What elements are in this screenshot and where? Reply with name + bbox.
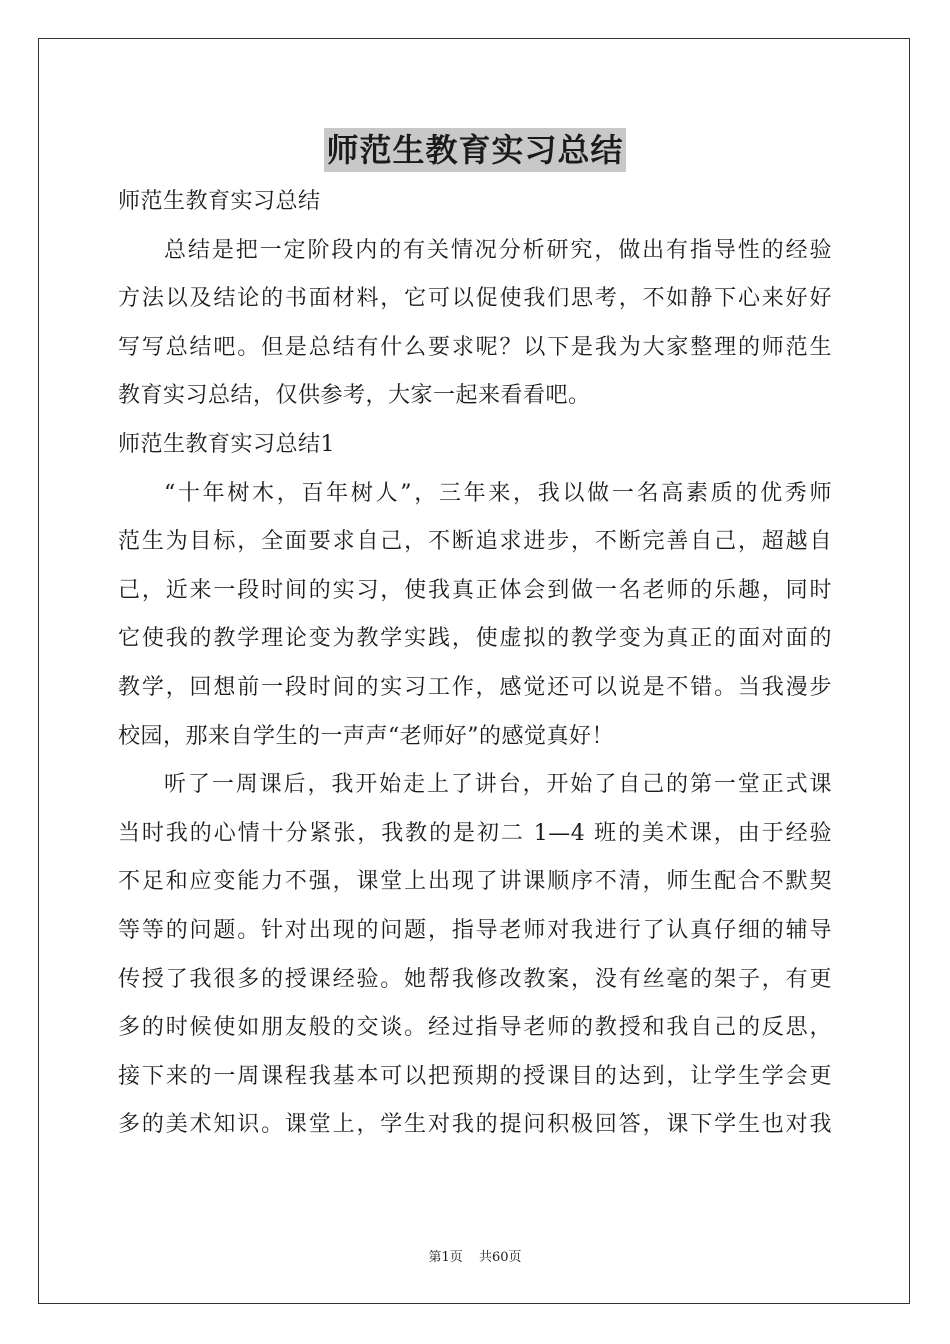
text-line: 总结是把一定阶段内的有关情况分析研究，做出有指导性的经验 [164, 237, 832, 263]
body-paragraph-1 [118, 470, 832, 762]
document-title: 师范生教育实习总结 [324, 128, 625, 172]
page-total: 共60页 [478, 1250, 522, 1265]
text-line: 它使我的教学理论变为教学实践，使虚拟的教学变为真正的面对面的 [118, 626, 832, 652]
text-line: 不足和应变能力不强，课堂上出现了讲课顺序不清，师生配合不默契 [118, 869, 832, 895]
text-line: 校园，那来自学生的一声声“老师好”的感觉真好！ [118, 723, 614, 749]
text-line: 等等的问题。针对出现的问题，指导老师对我进行了认真仔细的辅导 [118, 917, 832, 943]
text-line: 听了一周课后，我开始走上了讲台，开始了自己的第一堂正式课 [164, 772, 832, 798]
text-line: 写写总结吧。但是总结有什么要求呢？以下是我为大家整理的师范生 [118, 334, 832, 360]
intro-paragraph [118, 227, 832, 421]
text-line: 范生为目标，全面要求自己，不断追求进步，不断完善自己，超越自 [118, 529, 832, 555]
body-paragraph-2 [118, 761, 832, 1150]
text-line: 接下来的一周课程我基本可以把预期的授课目的达到，让学生学会更 [118, 1063, 832, 1089]
document-subtitle: 师范生教育实习总结 [118, 189, 321, 214]
text-line: 教育实习总结，仅供参考，大家一起来看看吧。 [118, 383, 591, 409]
document-body [118, 178, 832, 1150]
text-line: 当时我的心情十分紧张，我教的是初二 1—4 班的美术课，由于经验 [118, 820, 832, 846]
text-line: 教学，回想前一段时间的实习工作，感觉还可以说是不错。当我漫步 [118, 674, 832, 700]
text-line: 多的时候使如朋友般的交谈。经过指导老师的教授和我自己的反思， [118, 1015, 832, 1041]
text-line: 己，近来一段时间的实习，使我真正体会到做一名老师的乐趣，同时 [118, 577, 832, 603]
text-line: 多的美术知识。课堂上，学生对我的提问积极回答，课下学生也对我 [118, 1112, 832, 1138]
page-number: 第1页 [428, 1250, 463, 1265]
text-line: 方法以及结论的书面材料，它可以促使我们思考，不如静下心来好好 [118, 286, 832, 312]
text-line: 传授了我很多的授课经验。她帮我修改教案，没有丝毫的架子，有更 [118, 966, 832, 992]
title-container [0, 128, 950, 172]
section-heading: 师范生教育实习总结1 [118, 431, 335, 457]
page-footer [0, 1246, 950, 1265]
text-line: “十年树木，百年树人”，三年来，我以做一名高素质的优秀师 [164, 480, 832, 506]
